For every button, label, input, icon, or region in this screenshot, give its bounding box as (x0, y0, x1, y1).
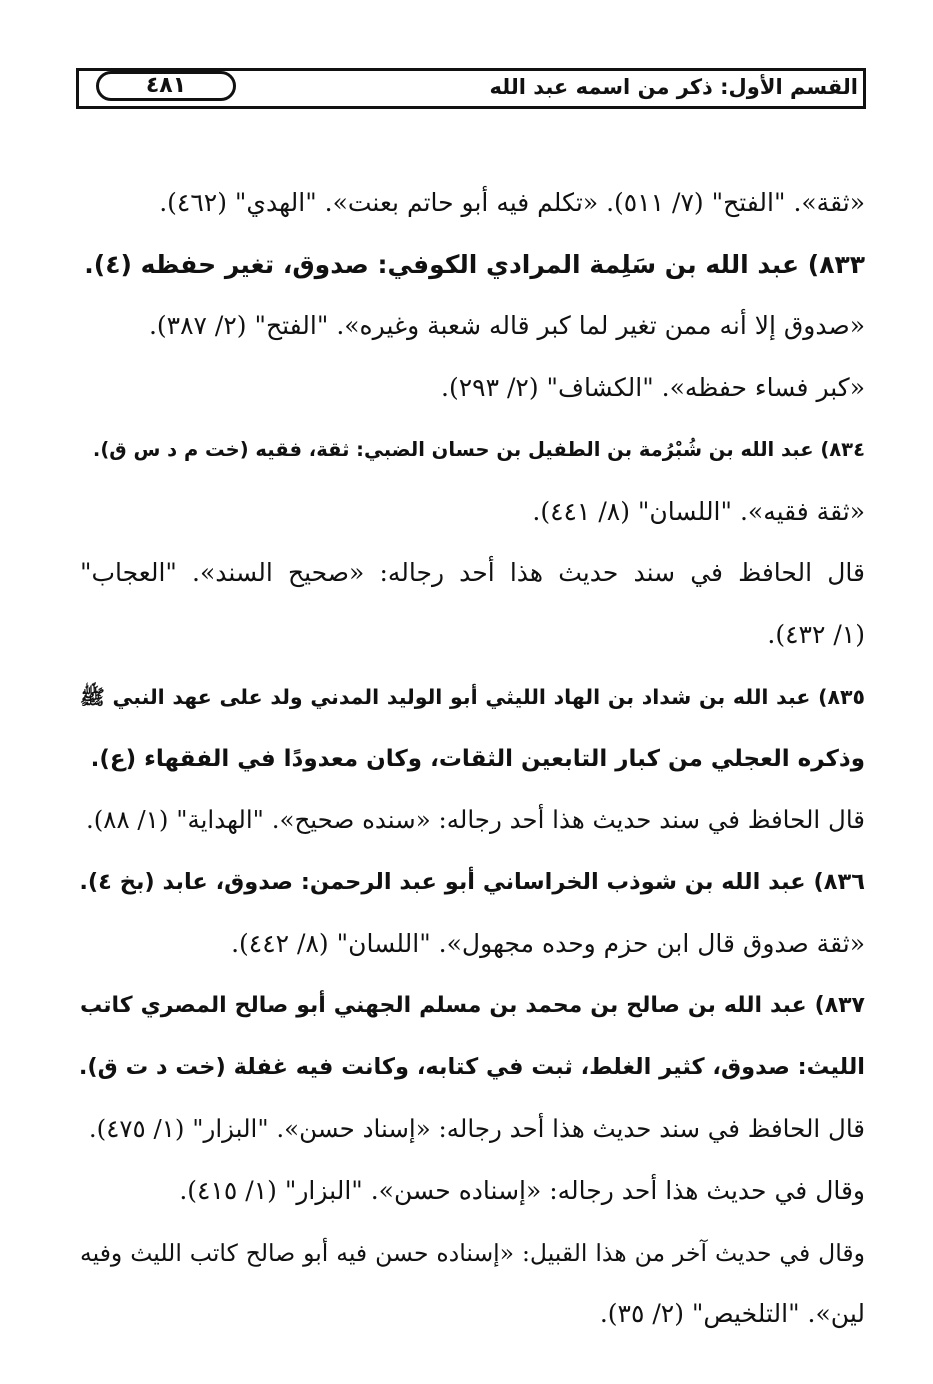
running-header (76, 68, 866, 112)
header-rule-bottom (76, 106, 866, 109)
entry-heading: ٨٣٥) عبد الله بن شداد بن الهاد الليثي أبو الوليد المدني ولد على عهد النبي ﷺ (80, 685, 865, 709)
entry-heading-continued: الليث: صدوق، كثير الغلط، ثبت في كتابه، وكانت فيه غفلة (خت د ت ق). (78, 1054, 865, 1080)
text-line: (١/ ٤٣٢). (767, 620, 865, 649)
text-line: «ثقة». "الفتح" (٧/ ٥١١). «تكلم فيه أبو حاتم بعنت». "الهدي" (٤٦٢). (159, 188, 865, 217)
text-line: وقال في حديث آخر من هذا القبيل: «إسناده حسن فيه أبو صالح كاتب الليث وفيه (80, 1239, 865, 1267)
entry-heading: ٨٣٧) عبد الله بن صالح بن محمد بن مسلم الجهني أبو صالح المصري كاتب (80, 993, 865, 1018)
header-rule-left (76, 68, 79, 106)
text-line: لين». "التلخيص" (٢/ ٣٥). (599, 1299, 865, 1328)
entry-heading: ٨٣٤) عبد الله بن شُبْرُمة بن الطفيل بن حسان الضبي: ثقة، فقيه (خت م د س ق). (92, 438, 865, 461)
text-line: قال الحافظ في سند حديث هذا أحد رجاله: «صحيح السند». "العجاب" (80, 558, 865, 587)
text-line: «كبر فساء حفظه». "الكشاف" (٢/ ٢٩٣). (441, 373, 865, 402)
entry-heading-continued: وذكره العجلي من كبار التابعين الثقات، وكان معدودًا في الفقهاء (ع). (90, 746, 865, 772)
text-line: وقال في حديث هذا أحد رجاله: «إسناده حسن». "البزار" (١/ ٤١٥). (179, 1176, 865, 1205)
text-line: قال الحافظ في سند حديث هذا أحد رجاله: «سنده صحيح». "الهداية" (١/ ٨٨). (85, 805, 865, 834)
page-number-badge: ٤٨١ (96, 71, 236, 101)
header-rule-right (863, 68, 866, 106)
entry-heading: ٨٣٣) عبد الله بن سَلِمة المرادي الكوفي: صدوق، تغير حفظه (٤). (84, 250, 865, 279)
entry-heading: ٨٣٦) عبد الله بن شوذب الخراساني أبو عبد الرحمن: صدوق، عابد (بخ ٤). (79, 869, 865, 895)
text-line: «صدوق إلا أنه ممن تغير لما كبر قاله شعبة وغيره». "الفتح" (٢/ ٣٨٧). (148, 311, 865, 340)
header-title: القسم الأول: ذكر من اسمه عبد الله (489, 75, 858, 99)
text-line: «ثقة فقيه». "اللسان" (٨/ ٤٤١). (532, 497, 865, 526)
text-line: «ثقة صدوق قال ابن حزم وحده مجهول». "اللسان" (٨/ ٤٤٢). (231, 929, 865, 958)
text-line: قال الحافظ في سند حديث هذا أحد رجاله: «إسناد حسن». "البزار" (١/ ٤٧٥). (88, 1114, 865, 1143)
